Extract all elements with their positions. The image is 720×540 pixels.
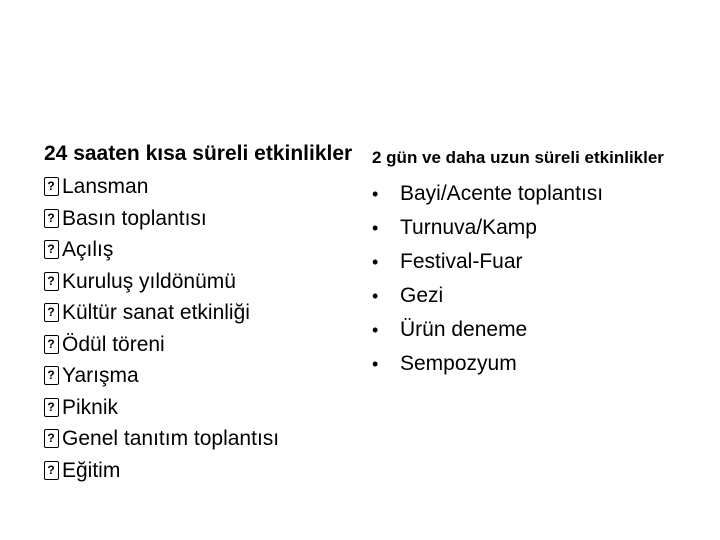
list-item <box>44 329 354 361</box>
bullet-icon: • <box>372 354 379 374</box>
list-item-label: Yarışma <box>62 364 139 387</box>
list-item-label: Lansman <box>62 175 149 198</box>
list-item-label: Gezi <box>400 284 444 307</box>
list-item-label: Piknik <box>62 395 119 419</box>
replacement-character-icon: ? <box>44 240 59 259</box>
bullet-icon: • <box>372 184 379 204</box>
list-item <box>372 313 692 347</box>
list-item-label: Açılış <box>62 238 114 261</box>
bullet-icon: • <box>372 218 379 238</box>
bullet-icon: • <box>372 320 379 340</box>
replacement-character-icon: ? <box>44 335 59 354</box>
list-item <box>372 245 692 279</box>
list-item <box>372 211 692 245</box>
list-item <box>44 455 354 487</box>
list-item <box>44 360 354 392</box>
list-item <box>44 266 354 298</box>
right-heading: 2 gün ve daha uzun süreli etkinlikler <box>372 148 664 167</box>
bullet-icon: • <box>372 252 379 272</box>
list-item <box>44 234 354 266</box>
list-item <box>372 177 692 211</box>
replacement-character-icon: ? <box>44 272 59 291</box>
short-events-list <box>44 171 354 486</box>
list-item-label: Kültür sanat etkinliği <box>62 301 250 324</box>
list-item <box>44 297 354 329</box>
list-item-label: Eğitim <box>62 458 121 482</box>
replacement-character-icon: ? <box>44 461 59 480</box>
list-item-label: Sempozyum <box>400 352 517 375</box>
list-item-label: Ürün deneme <box>400 318 528 341</box>
list-item-label: Festival-Fuar <box>400 250 523 273</box>
replacement-character-icon: ? <box>44 366 59 385</box>
list-item-label: Turnuva/Kamp <box>400 216 537 239</box>
list-item <box>44 203 354 235</box>
list-item <box>44 171 354 203</box>
left-heading: 24 saaten kısa süreli etkinlikler <box>44 142 353 165</box>
right-column <box>372 146 692 381</box>
replacement-character-icon: ? <box>44 303 59 322</box>
list-item-label: Genel tanıtım toplantısı <box>62 427 280 450</box>
left-column <box>44 138 354 486</box>
long-events-list <box>372 177 692 381</box>
list-item-label: Basın toplantısı <box>62 206 207 230</box>
list-item <box>44 392 354 424</box>
bullet-icon: • <box>372 286 379 306</box>
replacement-character-icon: ? <box>44 398 59 417</box>
replacement-character-icon: ? <box>44 209 59 228</box>
list-item <box>44 423 354 455</box>
list-item <box>372 279 692 313</box>
replacement-character-icon: ? <box>44 177 59 196</box>
list-item-label: Ödül töreni <box>62 332 165 356</box>
replacement-character-icon: ? <box>44 429 59 448</box>
list-item <box>372 347 692 381</box>
list-item-label: Bayi/Acente toplantısı <box>400 182 604 205</box>
list-item-label: Kuruluş yıldönümü <box>62 269 236 293</box>
